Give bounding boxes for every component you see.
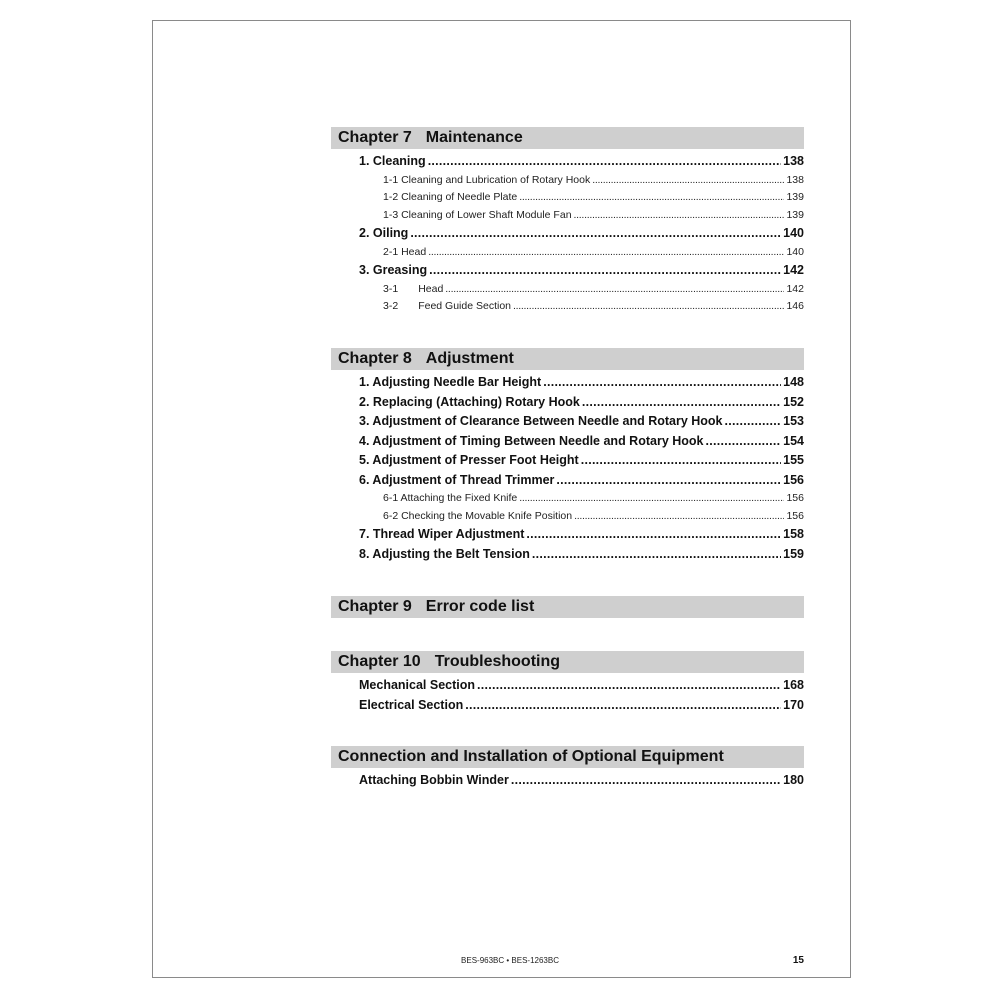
toc-entry-label: 2. Oiling — [359, 226, 409, 240]
toc-entries — [331, 370, 804, 564]
toc-subentry-label: 6-1 Attaching the Fixed Knife — [383, 492, 518, 504]
chapter-title: Error code list — [425, 598, 535, 615]
toc-entry-label: Mechanical Section — [359, 678, 476, 692]
toc-entry-label: 8. Adjusting the Belt Tension — [359, 546, 530, 561]
leader-dots — [428, 244, 784, 262]
leader-dots — [519, 490, 784, 508]
toc-entry-page: 180 — [783, 773, 804, 787]
toc-subentry-page: 142 — [786, 282, 804, 295]
toc-entry-page: 159 — [783, 546, 804, 561]
chapter-title: Maintenance — [425, 129, 523, 146]
leader-dots — [445, 281, 784, 299]
toc-subentry-page: 139 — [786, 208, 804, 221]
toc-entry-label: 6. Adjustment of Thread Trimmer — [359, 472, 555, 487]
toc-subentry-label: 6-2 Checking the Movable Knife Position — [383, 509, 573, 522]
toc-entry[interactable] — [331, 525, 804, 545]
toc-entry[interactable] — [331, 432, 804, 452]
toc-entry-page: 158 — [783, 527, 804, 541]
toc-entry[interactable] — [331, 393, 804, 413]
toc-entries — [331, 768, 804, 791]
toc-entry[interactable] — [331, 224, 804, 244]
toc-subentry-label — [383, 298, 511, 316]
toc-subentry-title: Head — [418, 282, 444, 295]
toc-entry[interactable] — [331, 771, 804, 791]
optional-equipment-section — [331, 746, 804, 791]
toc-entry-label: 7. Thread Wiper Adjustment — [359, 527, 525, 541]
toc-subentry[interactable] — [331, 189, 804, 207]
toc-subentry-page: 156 — [786, 492, 804, 504]
toc-entry-label: Attaching Bobbin Winder — [359, 773, 509, 787]
leader-dots — [519, 189, 784, 207]
footer-model-names: BES-963BC • BES-1263BC — [461, 956, 559, 965]
toc-entry[interactable] — [331, 451, 804, 471]
chapter-10-section — [331, 651, 804, 715]
leader-dots — [574, 508, 784, 526]
chapter-title: Adjustment — [425, 350, 514, 367]
toc-entry[interactable] — [331, 696, 804, 716]
toc-entry[interactable] — [331, 545, 804, 565]
leader-dots — [429, 261, 781, 281]
chapter-9-heading[interactable] — [331, 596, 804, 618]
leader-dots — [511, 771, 781, 791]
toc-entry[interactable] — [331, 471, 804, 491]
leader-dots — [556, 471, 781, 491]
toc-entry-page: 156 — [783, 472, 804, 487]
chapter-title: Troubleshooting — [434, 653, 561, 670]
toc-entry[interactable] — [331, 676, 804, 696]
toc-subentry-page: 139 — [786, 191, 804, 203]
leader-dots — [526, 525, 781, 545]
toc-subentry[interactable] — [331, 172, 804, 190]
chapter-title: Connection and Installation of Optional Equipment — [338, 748, 724, 765]
toc-entries — [331, 149, 804, 316]
leader-dots — [477, 676, 781, 696]
toc-subentry-number: 3-2 — [383, 300, 399, 312]
leader-dots — [532, 545, 781, 565]
leader-dots — [465, 696, 781, 716]
toc-subentry-title: Feed Guide Section — [418, 300, 511, 312]
leader-dots — [582, 393, 781, 413]
toc-subentry-label: 1-3 Cleaning of Lower Shaft Module Fan — [383, 208, 572, 221]
chapter-7-heading — [331, 127, 804, 149]
toc-subentry[interactable] — [331, 490, 804, 508]
toc-entry-label: 1. Cleaning — [359, 154, 426, 168]
leader-dots — [581, 451, 781, 471]
toc-subentry[interactable] — [331, 281, 804, 299]
toc-subentry-label: 1-1 Cleaning and Lubrication of Rotary Hook — [383, 173, 591, 186]
leader-dots — [428, 152, 781, 172]
toc-entry-label: 3. Greasing — [359, 263, 428, 277]
toc-entry-page: 142 — [783, 263, 804, 277]
toc-entry-label: Electrical Section — [359, 697, 464, 712]
toc-subentry-number: 3-1 — [383, 282, 399, 295]
toc-subentry[interactable] — [331, 207, 804, 225]
toc-entry-page: 153 — [783, 414, 804, 428]
toc-entry[interactable] — [331, 412, 804, 432]
leader-dots — [410, 224, 781, 244]
toc-subentry-page: 140 — [786, 245, 804, 258]
toc-subentry-label: 2-1 Head — [383, 245, 427, 258]
chapter-8-section — [331, 348, 804, 564]
toc-entry-page: 170 — [783, 697, 804, 712]
optional-equipment-heading — [331, 746, 804, 768]
toc-entry-label: 4. Adjustment of Timing Between Needle and Rotary Hook — [359, 433, 704, 448]
toc-entry-page: 155 — [783, 453, 804, 467]
toc-subentry[interactable] — [331, 508, 804, 526]
chapter-number: Chapter 8 — [338, 350, 412, 367]
chapter-10-heading — [331, 651, 804, 673]
toc-entry-page: 152 — [783, 394, 804, 409]
toc-entry-page: 148 — [783, 375, 804, 389]
toc-entries — [331, 673, 804, 715]
leader-dots — [574, 207, 785, 225]
toc-entry[interactable] — [331, 261, 804, 281]
toc-entry-label: 2. Replacing (Attaching) Rotary Hook — [359, 394, 580, 409]
leader-dots — [513, 298, 784, 316]
chapter-8-heading — [331, 348, 804, 370]
toc-subentry[interactable] — [331, 298, 804, 316]
toc-entry[interactable] — [331, 152, 804, 172]
leader-dots — [543, 373, 781, 393]
toc-subentry-page: 138 — [786, 173, 804, 186]
leader-dots — [706, 432, 782, 452]
toc-entry-label: 1. Adjusting Needle Bar Height — [359, 375, 542, 389]
toc-entry-page: 154 — [783, 433, 804, 448]
toc-entry-page: 168 — [783, 678, 804, 692]
chapter-7-section — [331, 127, 804, 316]
toc-entry-page: 140 — [783, 226, 804, 240]
chapter-number: Chapter 9 — [338, 598, 412, 615]
toc-subentry-label: 1-2 Cleaning of Needle Plate — [383, 191, 518, 203]
leader-dots — [725, 412, 782, 432]
leader-dots — [592, 172, 784, 190]
chapter-9-section — [331, 596, 804, 618]
toc-entry-label: 5. Adjustment of Presser Foot Height — [359, 453, 579, 467]
toc-entry[interactable] — [331, 373, 804, 393]
toc-subentry-label — [383, 281, 443, 299]
toc-subentry[interactable] — [331, 244, 804, 262]
toc-subentry-page: 156 — [786, 509, 804, 522]
toc-entry-label: 3. Adjustment of Clearance Between Needle and Rotary Hook — [359, 414, 723, 428]
footer-page-number: 15 — [792, 955, 804, 966]
toc-subentry-page: 146 — [786, 300, 804, 312]
chapter-number: Chapter 7 — [338, 129, 412, 146]
toc-entry-page: 138 — [783, 154, 804, 168]
chapter-number: Chapter 10 — [338, 653, 421, 670]
